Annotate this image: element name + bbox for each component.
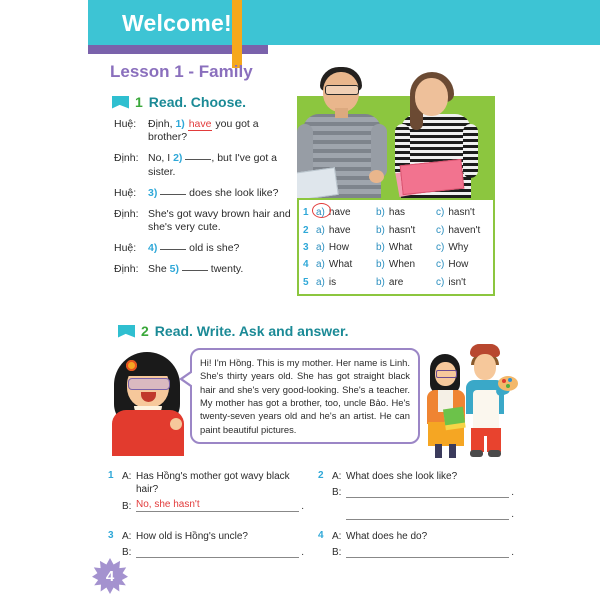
header-orange-accent — [232, 0, 242, 68]
qa-answer-line-second[interactable] — [346, 508, 509, 520]
option-choice[interactable] — [376, 259, 436, 270]
dialogue-speaker: Huệ: — [114, 186, 137, 199]
option-row-number: 3 — [303, 241, 309, 253]
option-row — [303, 256, 490, 273]
option-choice[interactable] — [316, 242, 376, 253]
qa-answer-line[interactable] — [136, 546, 299, 558]
qa-answer-row — [332, 546, 514, 558]
artist-apron — [473, 390, 499, 430]
option-value: has — [388, 207, 406, 219]
qa-item-number: 4 — [318, 530, 324, 541]
option-choice[interactable] — [436, 225, 496, 236]
option-choice[interactable] — [436, 259, 496, 270]
dialogue-row — [114, 152, 294, 179]
dialogue-text — [148, 152, 294, 179]
flower-hairclip-icon — [126, 360, 137, 371]
option-value: How — [328, 241, 349, 253]
option-key[interactable]: a) — [316, 224, 325, 236]
qa-b-label: B: — [122, 547, 132, 558]
option-value: haven't — [448, 224, 481, 236]
boy-hand — [369, 170, 384, 183]
option-row-number: 1 — [303, 207, 309, 219]
option-row — [303, 221, 490, 238]
qa-question-text: What does she look like? — [346, 471, 458, 482]
qa-item-number: 2 — [318, 470, 324, 481]
question-answer-section — [108, 470, 528, 568]
palette-paint-blue — [508, 378, 512, 382]
answer-options-box — [297, 198, 495, 296]
dialogue-row — [114, 242, 294, 255]
qa-question-text: What does he do? — [346, 531, 428, 542]
option-value: are — [388, 276, 404, 288]
qa-question-row — [122, 470, 304, 496]
qa-item — [318, 530, 528, 558]
exercise-2-label: Read. Write. Ask and answer. — [154, 323, 349, 339]
artist-shoe-left — [470, 450, 483, 457]
qa-b-label: B: — [332, 487, 342, 498]
dialogue-row — [114, 118, 294, 145]
speech-bubble — [190, 348, 420, 444]
qa-question-row — [332, 530, 514, 543]
gap-number: 4) — [148, 242, 161, 255]
qa-period: . — [301, 547, 304, 558]
qa-a-label: A: — [332, 531, 342, 542]
dialogue-text — [148, 118, 294, 145]
page-title: Welcome! — [122, 10, 232, 36]
palette-paint-green — [506, 384, 510, 388]
option-value: isn't — [448, 276, 466, 288]
teacher-skirt — [428, 422, 464, 446]
hong-character-illustration — [110, 348, 188, 456]
dialogue-text-part: does she look like? — [186, 186, 279, 199]
option-key[interactable]: b) — [376, 276, 385, 288]
option-choice[interactable] — [436, 242, 496, 253]
teacher-leg-right — [449, 444, 456, 458]
teacher-leg-left — [435, 444, 442, 458]
dialogue-text-part: She's got wavy brown hair and she's very cute. — [148, 207, 291, 234]
qa-answer-row — [122, 499, 304, 512]
dialogue-text-part: you got a brother? — [148, 118, 259, 144]
gap-number: 3) — [148, 186, 161, 199]
qa-body — [122, 470, 318, 520]
dialogue-text-part: She — [148, 263, 170, 275]
qa-question-row — [332, 470, 514, 483]
answer-blank[interactable] — [160, 249, 186, 250]
glasses-icon — [128, 378, 170, 390]
teacher-glasses-icon — [436, 370, 457, 378]
option-key[interactable]: a) — [316, 241, 325, 253]
option-choice[interactable] — [376, 242, 436, 253]
gap-number: 1) — [175, 118, 188, 130]
answer-blank[interactable] — [185, 159, 211, 160]
dialogue-text — [148, 187, 294, 200]
dialogue-speaker: Định: — [114, 207, 139, 220]
exercise-2-heading — [118, 323, 349, 339]
option-value: How — [448, 259, 469, 271]
qa-answer-row-extra — [332, 501, 514, 520]
dialogue-text — [148, 242, 294, 255]
page-number-badge — [92, 558, 128, 594]
option-row-number: 2 — [303, 224, 309, 236]
boy-glasses-icon — [325, 85, 359, 95]
option-choice[interactable] — [316, 225, 376, 236]
qa-answer-line[interactable] — [346, 546, 509, 558]
qa-body — [332, 530, 528, 558]
qa-handwritten-answer[interactable]: No, she hasn't — [136, 499, 299, 512]
option-row — [303, 204, 490, 221]
answer-blank[interactable] — [160, 194, 186, 195]
qa-question-text: How old is Hồng's uncle? — [136, 531, 248, 542]
qa-item — [108, 530, 318, 558]
option-key[interactable]: b) — [376, 259, 385, 271]
dialogue-text-part: old is she? — [186, 242, 240, 255]
boy-neck — [335, 108, 348, 118]
flag-icon — [112, 96, 129, 109]
qa-period: . — [511, 509, 514, 520]
option-value: When — [388, 259, 416, 271]
dialogue-text-part: twenty. — [207, 263, 244, 275]
qa-b-label: B: — [332, 547, 342, 558]
exercise-1-heading — [112, 94, 246, 110]
option-key[interactable]: c) — [436, 241, 445, 253]
dialogue-text — [148, 208, 294, 235]
dialogue-speaker: Định: — [114, 263, 139, 275]
option-value: have — [328, 224, 351, 236]
qa-period: . — [301, 501, 304, 512]
option-value: is — [328, 276, 337, 288]
dialogue-text — [148, 263, 294, 276]
artist-shoe-right — [488, 450, 501, 457]
option-key-selected[interactable]: a) — [316, 207, 325, 219]
speech-bubble-text: Hi! I'm Hồng. This is my mother. Her name is Linh. She's thirty years old. She has got straight black hair and she's very good-looking. She's a teacher. My mother has got a brother, too, uncle Bảo. He's twenty-seven years old and he's an artist. He can paint beautiful pictures. — [200, 357, 410, 435]
qa-a-label: A: — [122, 471, 132, 482]
option-key[interactable]: c) — [436, 207, 445, 219]
flag-icon — [118, 325, 135, 338]
option-row-number: 5 — [303, 276, 309, 288]
artist-face — [474, 354, 496, 380]
option-choice[interactable] — [316, 259, 376, 270]
option-value: hasn't — [388, 224, 416, 236]
option-choice[interactable] — [436, 277, 496, 288]
qa-item-number: 3 — [108, 530, 114, 541]
qa-body — [332, 470, 528, 520]
qa-period: . — [511, 547, 514, 558]
exercise-1-label: Read. Choose. — [148, 94, 247, 110]
option-value: hasn't — [448, 207, 475, 219]
option-choice[interactable] — [376, 225, 436, 236]
option-key[interactable]: c) — [436, 259, 445, 271]
dialogue-row — [114, 263, 294, 276]
option-row — [303, 239, 490, 256]
lesson-title: Lesson 1 - Family — [110, 62, 253, 81]
qa-answer-line[interactable] — [346, 486, 509, 498]
page-number: 4 — [105, 567, 115, 585]
students-photo — [297, 58, 495, 198]
handwritten-answer[interactable]: have — [188, 118, 212, 130]
exercise-1-number: 1 — [135, 94, 143, 110]
qa-answer-row — [332, 486, 514, 498]
option-key[interactable]: b) — [376, 207, 385, 219]
option-choice[interactable] — [376, 277, 436, 288]
artist-illustration — [462, 344, 510, 460]
qa-item-number: 1 — [108, 470, 114, 481]
option-value: What — [388, 241, 413, 253]
girl-head — [415, 78, 448, 116]
dialogue-speaker: Huệ: — [114, 118, 137, 130]
dialogue-speaker: Huệ: — [114, 242, 137, 255]
option-key[interactable]: b) — [376, 224, 385, 236]
palette-paint-red — [502, 379, 506, 383]
option-choice[interactable] — [316, 277, 376, 288]
qa-body — [122, 530, 318, 558]
artist-leg-gap — [484, 436, 487, 452]
hong-hand — [170, 418, 182, 430]
dialogue-text-part: , but I've got a sister. — [148, 152, 277, 178]
dialogue-row — [114, 208, 294, 235]
exercise-2-number: 2 — [141, 323, 149, 339]
option-key[interactable]: a) — [316, 259, 325, 271]
dialogue-row — [114, 187, 294, 200]
dialogue-speaker: Định: — [114, 152, 139, 165]
qa-question-row — [122, 530, 304, 543]
answer-blank[interactable] — [182, 270, 208, 271]
dialogue-text-part: Định, — [148, 118, 176, 130]
qa-answer-row — [122, 546, 304, 558]
dialogue-block — [114, 118, 294, 284]
option-key[interactable]: b) — [376, 241, 385, 253]
qa-a-label: A: — [332, 471, 342, 482]
option-value: What — [328, 259, 353, 271]
qa-question-text: Has Hồng's mother got wavy black hair? — [136, 471, 290, 495]
option-key[interactable]: c) — [436, 224, 445, 236]
white-book — [297, 167, 339, 198]
gap-number: 5) — [169, 263, 182, 275]
option-value: have — [328, 207, 351, 219]
gap-number: 2) — [173, 152, 186, 165]
option-choice[interactable] — [376, 207, 436, 218]
option-choice[interactable] — [436, 207, 496, 218]
option-key[interactable]: c) — [436, 276, 445, 288]
qa-period: . — [511, 487, 514, 498]
option-row — [303, 274, 490, 291]
option-row-number: 4 — [303, 259, 309, 271]
qa-b-label: B: — [122, 501, 132, 512]
qa-a-label: A: — [122, 531, 132, 542]
girl-right-arm — [463, 124, 478, 178]
option-choice[interactable] — [316, 207, 376, 218]
speech-bubble-tail-inner — [183, 372, 193, 386]
qa-item — [108, 470, 318, 520]
dialogue-text-part: No, I — [148, 152, 174, 165]
option-value: Why — [448, 241, 469, 253]
qa-item — [318, 470, 528, 520]
option-key[interactable]: a) — [316, 276, 325, 288]
